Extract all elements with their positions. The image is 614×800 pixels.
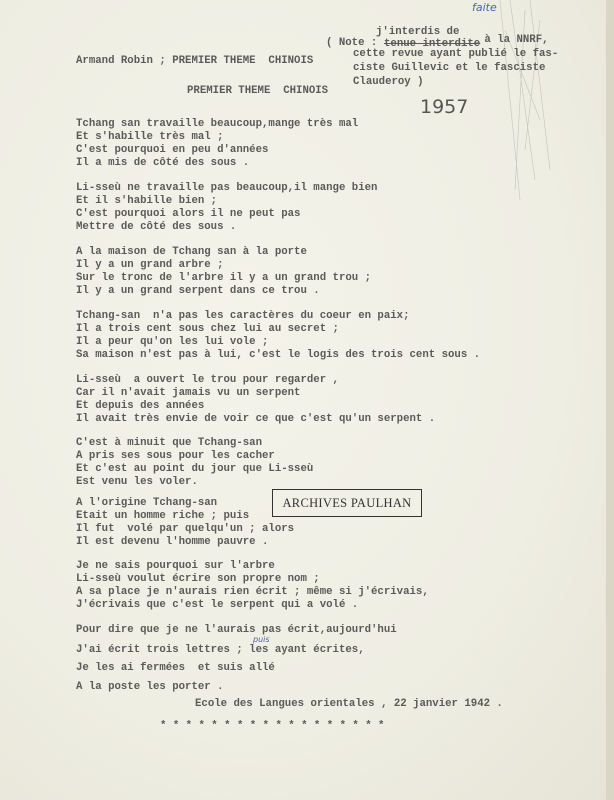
verse-line: Tchang san travaille beaucoup,mange très mal <box>76 118 359 130</box>
verse-line: Sur le tronc de l'arbre il y a un grand trou ; <box>76 272 372 284</box>
author-title: Armand Robin ; PREMIER THEME CHINOIS <box>76 55 314 67</box>
verse-line: Il est devenu l'homme pauvre . <box>76 536 269 548</box>
stanza-3 <box>76 246 371 298</box>
verse-line: Li-sseù voulut écrire son propre nom ; <box>76 573 320 585</box>
verse-line: Il a mis de côté des sous . <box>76 157 250 169</box>
stanza-2 <box>76 182 377 234</box>
verse-line: Tchang-san n'a pas les caractères du coeur en paix; <box>76 310 410 322</box>
note-line-2: cette revue ayant publié le fas- <box>353 48 559 60</box>
stanza-4 <box>76 310 480 362</box>
verse-line: Il a trois cent sous chez lui au secret ; <box>76 323 339 335</box>
note-struck-text: tenue interdite <box>384 38 481 50</box>
verse-line: Et il s'habille bien ; <box>76 195 218 207</box>
verse-line: J'écrivais que c'est le serpent qui a volé . <box>76 599 359 611</box>
verse-line: Et s'habille très mal ; <box>76 131 224 143</box>
paper-edge <box>606 0 614 800</box>
pencil-scribble <box>480 0 570 200</box>
stanza-7 <box>76 497 294 549</box>
verse-line: A pris ses sous pour les cacher <box>76 450 275 462</box>
verse-line: Il avait très envie de voir ce que c'est qu'un serpent . <box>76 413 436 425</box>
handwritten-insert-puis: puis <box>253 635 270 644</box>
verse-line: Car il n'avait jamais vu un serpent <box>76 387 301 399</box>
separator-stars: * * * * * * * * * * * * * * * * * * <box>160 720 385 732</box>
final-verse-line: J'ai écrit trois lettres ; les ayant écrites, <box>76 644 365 656</box>
note-handwritten-insert: faite <box>472 1 497 14</box>
note-line-4: Clauderoy ) <box>353 76 424 88</box>
verse-line: Est venu les voler. <box>76 476 198 488</box>
verse-line: Et depuis des années <box>76 400 205 412</box>
note-typed-insert: j'interdis de <box>376 26 460 38</box>
signature-line: Ecole des Langues orientales , 22 janvier 1942 . <box>195 698 503 710</box>
stanza-6 <box>76 437 313 489</box>
note-line-1: à la NNRF, <box>478 34 549 46</box>
note-prefix: ( Note : <box>326 37 384 49</box>
verse-line: Et c'est au point du jour que Li-sseù <box>76 463 314 475</box>
verse-line: Il y a un grand arbre ; <box>76 259 224 271</box>
verse-line: Mettre de côté des sous . <box>76 221 237 233</box>
stanza-8 <box>76 560 429 612</box>
final-verse-line: A la poste les porter . <box>76 681 224 693</box>
poem-title: PREMIER THEME CHINOIS <box>187 85 329 97</box>
verse-line: A la maison de Tchang san à la porte <box>76 246 307 258</box>
final-verse-line: Je les ai fermées et suis allé <box>76 662 275 674</box>
stanza-5 <box>76 374 435 426</box>
verse-line: Etait un homme riche ; puis <box>76 510 250 522</box>
verse-line: Il y a un grand serpent dans ce trou . <box>76 285 320 297</box>
archives-stamp: ARCHIVES PAULHAN <box>272 489 422 517</box>
verse-line: Je ne sais pourquoi sur l'arbre <box>76 560 275 572</box>
verse-line: Il fut volé par quelqu'un ; alors <box>76 523 295 535</box>
final-verse-line: Pour dire que je ne l'aurais pas écrit,aujourd'hui <box>76 624 397 636</box>
verse-line: Il a peur qu'on les lui vole ; <box>76 336 269 348</box>
verse-line: C'est pourquoi alors il ne peut pas <box>76 208 301 220</box>
verse-line: C'est à minuit que Tchang-san <box>76 437 262 449</box>
note-line-3: ciste Guillevic et le fasciste <box>353 62 546 74</box>
verse-line: Li-sseù ne travaille pas beaucoup,il mange bien <box>76 182 378 194</box>
verse-line: C'est pourquoi en peu d'années <box>76 144 269 156</box>
handwritten-year: 1957 <box>420 96 469 118</box>
verse-line: A l'origine Tchang-san <box>76 497 218 509</box>
verse-line: A sa place je n'aurais rien écrit ; même si j'écrivais, <box>76 586 429 598</box>
verse-line: Li-sseù a ouvert le trou pour regarder , <box>76 374 339 386</box>
verse-line: Sa maison n'est pas à lui, c'est le logis des trois cent sous . <box>76 349 481 361</box>
stanza-1 <box>76 118 358 170</box>
